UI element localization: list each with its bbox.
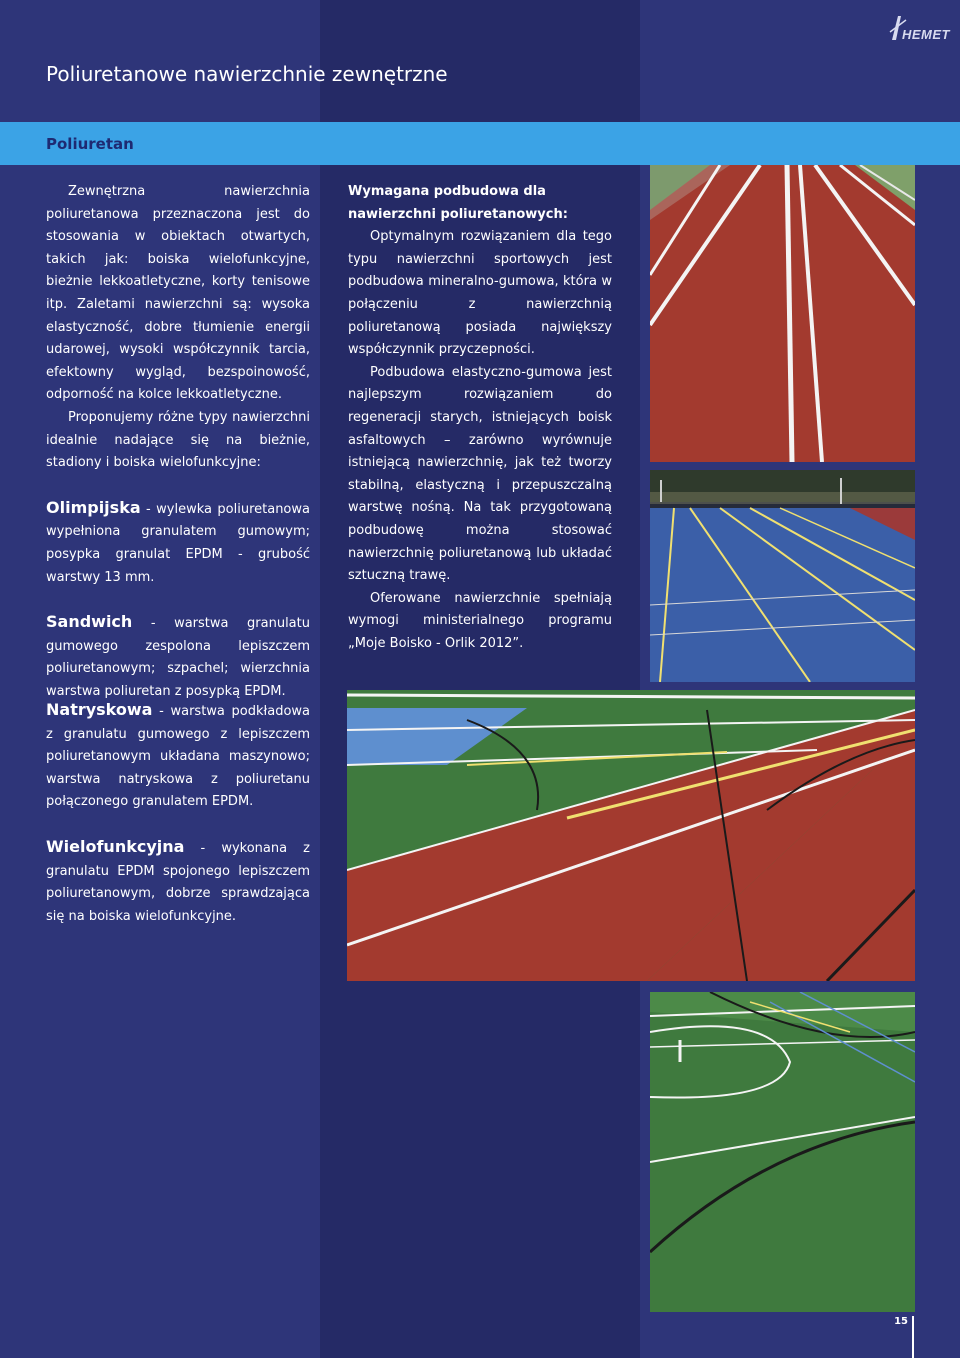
surface-type-description: - wykonana z granulatu EPDM spojonego lepiszczem poliuretanowym, dobrze sprawdzająca się na boiska wielofunkcyjne.	[46, 840, 310, 924]
logo-text: HEMET	[902, 27, 950, 42]
surface-type-name: Natryskowa	[46, 700, 153, 719]
middle-text-column	[348, 181, 612, 655]
surface-type-description: - wylewka poliuretanowa wypełniona granulatem gumowym; posypka granulat EPDM - grubość warstwy 13 mm.	[46, 501, 310, 585]
spacer	[46, 814, 310, 836]
photo-green-court	[650, 992, 915, 1312]
page-number: 15	[894, 1316, 908, 1327]
spacer	[46, 475, 310, 497]
left-text-column-lower	[46, 699, 310, 928]
photo-multisport-court	[347, 690, 915, 981]
foundation-paragraph: Oferowane nawierzchnie spełniają wymogi ministerialnego programu „Moje Boisko - Orlik 2012”.	[348, 590, 612, 651]
left-text-column	[46, 181, 310, 703]
surface-type-name: Sandwich	[46, 612, 133, 632]
surface-type-name: Wielofunkcyjna	[46, 836, 185, 856]
foundation-paragraph: Optymalnym rozwiązaniem dla tego typu nawierzchni sportowych jest podbudowa mineralno-gumowa, która w połączeniu z nawierzchnią poliuretanową posiada największy współczynnik przyczepności.	[348, 229, 612, 358]
surface-type-natryskowa	[46, 699, 310, 814]
foundation-paragraph: Podbudowa elastyczno-gumowa jest najlepszym rozwiązaniem do regeneracji starych, istniejących boisk asfaltowych – zarówno wyrównuje istniejącą nawierzchnię, jak też tworzy stabilną, elastyczną i przepuszczalną warstwę nośną. Na tak przygotowaną podbudowę można stosować nawierzchnię poliuretanową lub układać sztuczną trawę.	[348, 364, 612, 584]
surface-type-sandwich	[46, 611, 310, 703]
section-label: Poliuretan	[46, 135, 134, 153]
spacer	[46, 589, 310, 611]
section-band	[0, 122, 960, 165]
page-number-rule	[912, 1316, 914, 1358]
surface-type-name: Olimpijska	[46, 497, 141, 517]
company-logo	[888, 14, 950, 42]
surface-type-description: - warstwa podkładowa z granulatu gumowego z lepiszczem poliuretanowym układana maszynowo; warstwa natryskowa z poliuretanu połączonego granulatem EPDM.	[46, 704, 310, 810]
proposal-paragraph: Proponujemy różne typy nawierzchni idealnie nadające się na bieżnie, stadiony i boiska wielofunkcyjne:	[46, 409, 310, 471]
photo-blue-track-night	[650, 470, 915, 682]
surface-type-olimpijska	[46, 497, 310, 589]
surface-type-wielofunkcyjna	[46, 836, 310, 928]
photo-red-running-track	[650, 165, 915, 462]
intro-paragraph: Zewnętrzna nawierzchnia poliuretanowa przeznaczona jest do stosowania w obiektach otwartych, takich jak: boiska wielofunkcyjne, bieżnie lekkoatletyczne, korty tenisowe itp. Zaletami nawierzchni są: wysoka elastyczność, dobre tłumienie energii udarowej, wysoki współczynnik tarcia, efektowny wygląd, bezspoinowość, odporność na kolce lekkoatletyczne.	[46, 184, 310, 403]
page-title: Poliuretanowe nawierzchnie zewnętrzne	[46, 62, 448, 86]
surface-type-description: - warstwa granulatu gumowego zespolona lepiszczem poliuretanowym; szpachel; wierzchnia warstwa poliuretan z posypką EPDM.	[46, 616, 310, 699]
foundation-heading: Wymagana podbudowa dla nawierzchni poliuretanowych:	[348, 184, 568, 222]
